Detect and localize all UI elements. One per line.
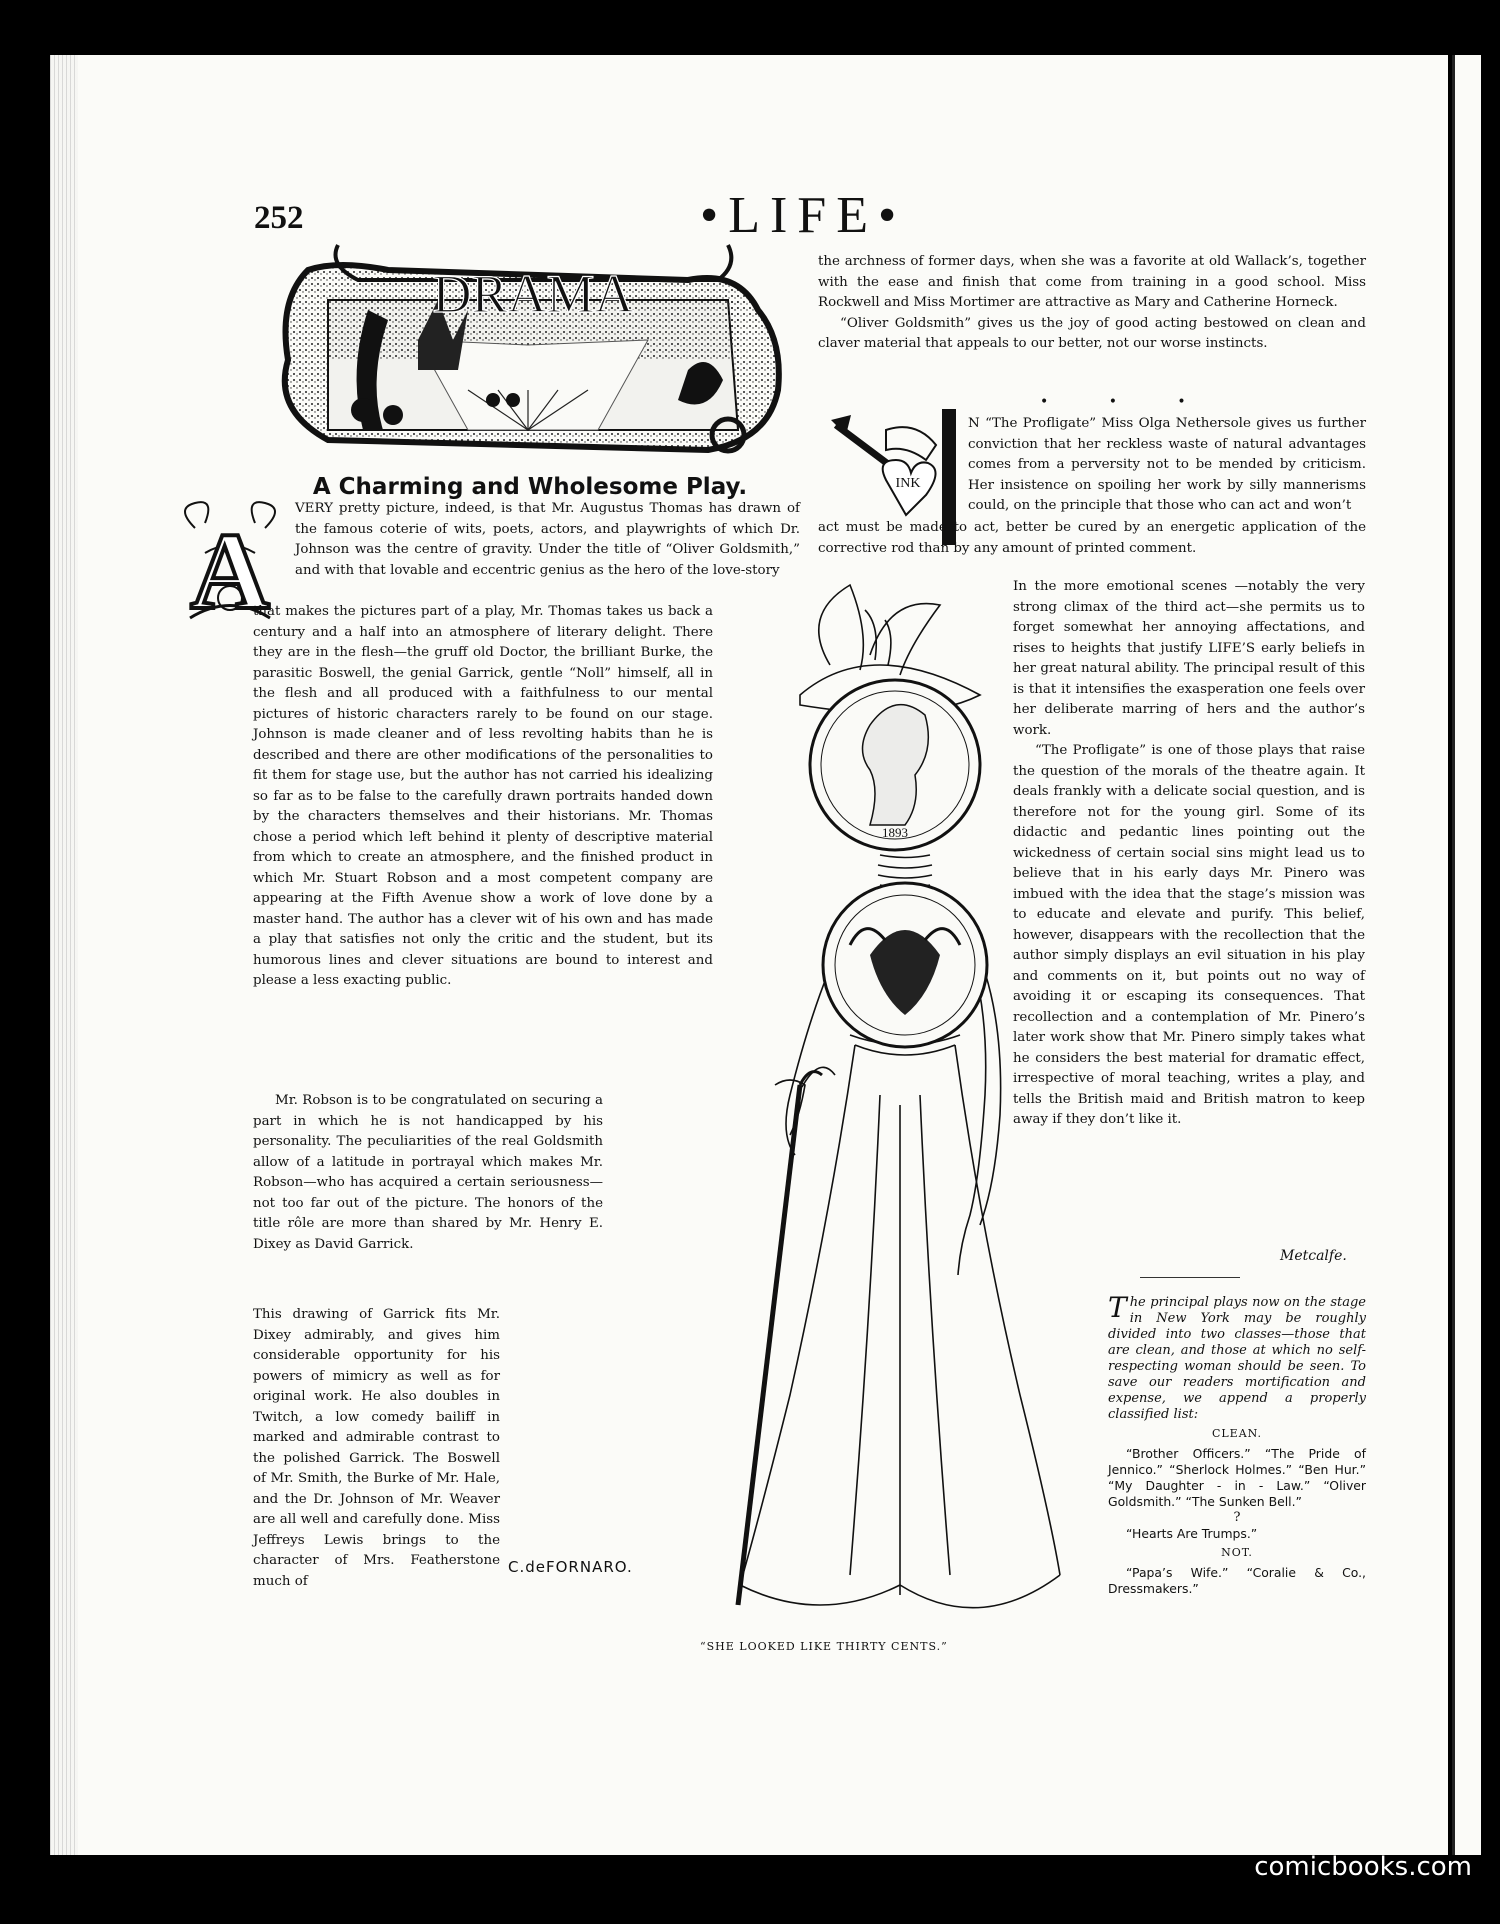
classified-intro: The principal plays now on the stage in New York may be roughly divided into two classes—those that are clean, and those at which no self-respecting woman should be seen. To save our readers mortification and expense, we append a properly classified list: bbox=[1108, 1291, 1366, 1422]
divider-rule bbox=[1140, 1277, 1240, 1278]
site-watermark: comicbooks.com bbox=[1254, 1852, 1472, 1882]
drama-banner-illustration bbox=[268, 240, 788, 470]
author-signature: Metcalfe. bbox=[1280, 1248, 1347, 1264]
article-paragraph-5a: N “The Profligate” Miss Olga Nethersole gives us further conviction that her reckless waste of natural advantages comes from a perversity not to be mended by criticism. Her insistence on spoiling her work by silly mannerisms could, on the principle that those who can act and won’t bbox=[968, 416, 1366, 513]
question-mark: ? bbox=[1233, 1510, 1241, 1525]
ink-label: INK bbox=[895, 476, 921, 491]
classified-intro-cap: T bbox=[1108, 1291, 1127, 1324]
clean-heading: CLEAN. bbox=[1211, 1427, 1263, 1440]
banner-drama-title: DRAMA bbox=[432, 264, 634, 324]
article-paragraph-1b: that makes the pictures part of a play, Mr. Thomas takes us back a century and a half into an atmosphere of literary delight. There they are in the flesh—the gruff old Doctor, the brilliant Burke, the parasitic Boswell, the genial Garrick, gentle “Noll” himself, all in the flesh and all produced with a faithfulness to our mental pictures of historic characters rarely to be found on our stage. Johnson is made cleaner and of less revolting habits than he is described and there are other modifications of the personalities to fit them for stage use, but the author has not carried his idealizing so far as to be false to the carefully drawn portraits handed down by the characters themselves and their historians. Mr. Thomas chose a period which left behind it plenty of descriptive material from which to create an atmosphere, and the finished product in which Mr. Stuart Robson and a most competent company are appearing at the Fifth Avenue show a work of love done by a master hand. The author has a clever wit of his own and has made a play that satisfies not only the critic and the student, but its humorous lines and clever situations are bound to interest and please a less exacting public. bbox=[253, 604, 713, 988]
clean-list: “Brother Officers.” “The Pride of Jennico.” “Sherlock Holmes.” “Ben Hur.” “My Daughter - in - Law.” “Oliver Goldsmith.” “The Sunken Bell.” bbox=[1108, 1446, 1366, 1509]
not-list: “Papa’s Wife.” “Coralie & Co., Dressmakers.” bbox=[1108, 1565, 1366, 1596]
article-paragraph-6: In the more emotional scenes —notably the very strong climax of the third act—she permits us to forget somewhat her annoying affectations, and rises to heights that justify LIFE’S early beliefs in her great natural ability. The principal result of this is that it intensifies the exasperation one feels over her deliberate marring of hers and the author’s work. “The Profligate” is one of those plays that raise the question of the morals of the theatre again. It deals frankly with a delicate social question, and is therefore not for the young girl. Some of its didactic and pedantic lines pointing out the wickedness of certain social sins might lead us to believe that in his early days Mr. Pinero was imbued with the idea that the stage’s mission was to educate and elevate and purify. This belief, however, disappears with the recollection that the author simply displays an evil situation in his play and comments on it, but points out no way of avoiding it or escaping its consequences. That recollection and a contemplation of Mr. Pinero’s later work show that Mr. Pinero simply takes what he considers the best material for dramatic effect, irrespective of moral teaching, writes a play, and tells the British maid and British matron to keep away if they don’t like it. bbox=[1013, 579, 1365, 1127]
classified-plays-box bbox=[1108, 1291, 1366, 1597]
not-heading: NOT. bbox=[1221, 1546, 1253, 1559]
article-paragraph-5b: act must be made to act, better be cured by an energetic application of the corrective rod than by any amount of printed comment. bbox=[818, 520, 1366, 556]
question-list: “Hearts Are Trumps.” bbox=[1126, 1526, 1258, 1541]
lady-with-coin-head-illustration bbox=[720, 575, 1080, 1645]
article-paragraph-4: the archness of former days, when she was a favorite at old Wallack’s, together with the ease and finish that come from training in a good school. Miss Rockwell and Miss Mortimer are attractive as Mary and Catherine Horneck. “Oliver Goldsmith” gives us the joy of good acting bestowed on clean and claver material that appeals to our better, not our worse instincts. bbox=[818, 254, 1366, 351]
article-headline: A Charming and Wholesome Play. bbox=[312, 474, 748, 500]
illustration-caption: “SHE LOOKED LIKE THIRTY CENTS.” bbox=[700, 1640, 948, 1653]
page-number: 252 bbox=[254, 200, 304, 236]
artist-signature: C.deFORNARO. bbox=[508, 1558, 633, 1576]
page-gutter bbox=[50, 55, 78, 1855]
section-separator: • • • bbox=[1040, 394, 1214, 410]
article-paragraph-1a: VERY pretty picture, indeed, is that Mr. Augustus Thomas has drawn of the famous coterie of wits, poets, actors, and playwrights of which Dr. Johnson was the centre of gravity. Under the title of “Oliver Goldsmith,” and with that lovable and eccentric genius as the hero of the love-story bbox=[295, 501, 800, 578]
dropcap-letter: A bbox=[190, 510, 270, 630]
article-paragraph-2: Mr. Robson is to be congratulated on securing a part in which he is not handicapped by his personality. The peculiarities of the real Goldsmith allow of a latitude in portrayal which makes Mr. Robson—who has acquired a certain seriousness—not too far out of the picture. The honors of the title rôle are more than shared by Mr. Henry E. Dixey as David Garrick. bbox=[253, 1093, 603, 1252]
next-page-edge bbox=[1452, 55, 1481, 1855]
article-paragraph-3: This drawing of Garrick fits Mr. Dixey admirably, and gives him considerable opportunity for his powers of mimicry as well as for original work. He also doubles in Twitch, a low comedy bailiff in marked and admirable contrast to the polished Garrick. The Boswell of Mr. Smith, the Burke of Mr. Hale, and the Dr. Johnson of Mr. Weaver are all well and carefully done. Miss Jeffreys Lewis brings to the character of Mrs. Featherstone much of bbox=[253, 1307, 500, 1589]
coin-year: 1893 bbox=[882, 825, 908, 840]
masthead-title: •LIFE• bbox=[700, 187, 907, 244]
